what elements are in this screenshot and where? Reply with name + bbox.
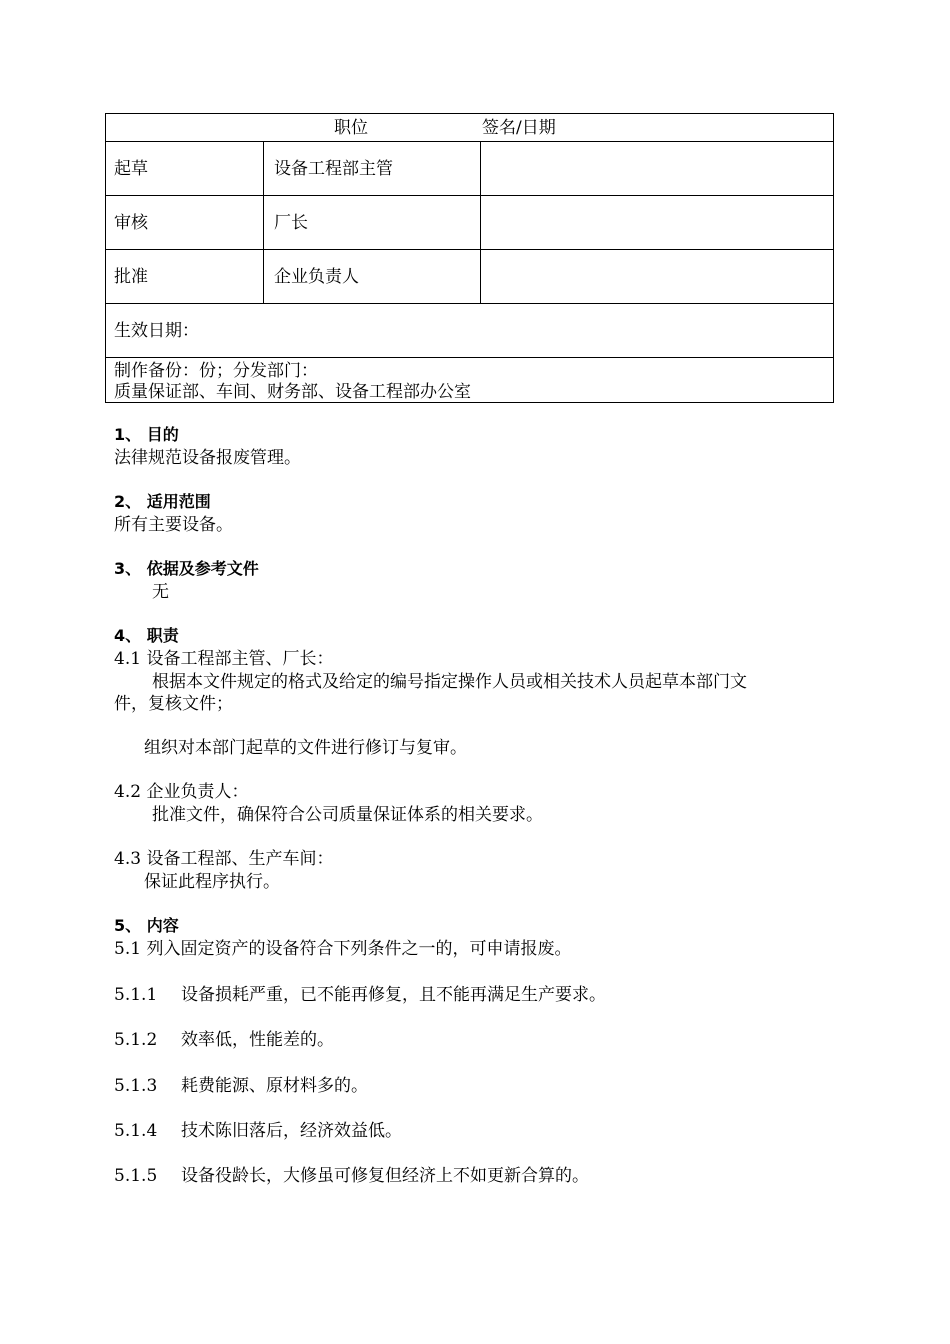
- table-rule: [106, 195, 833, 196]
- paragraph-line: 件，复核文件；: [114, 694, 233, 714]
- section-heading-references: 3、 依据及参考文件: [114, 559, 259, 578]
- list-item-number: 5.1.5: [114, 1166, 158, 1186]
- section-heading-purpose: 1、 目的: [114, 425, 179, 444]
- list-item-number: 5.1.3: [114, 1076, 158, 1096]
- row-position-draft: 设备工程部主管: [274, 159, 393, 179]
- table-rule: [106, 303, 833, 304]
- distribution-departments: 质量保证部、车间、财务部、设备工程部办公室: [114, 382, 471, 402]
- header-signature: 签名/日期: [482, 118, 556, 138]
- section-heading-responsibilities: 4、 职责: [114, 626, 179, 645]
- header-position: 职位: [334, 118, 368, 138]
- table-rule: [263, 141, 264, 303]
- table-rule: [480, 141, 481, 303]
- effective-date-label: 生效日期：: [114, 321, 199, 341]
- list-item-text: 设备役龄长，大修虽可修复但经济上不如更新合算的。: [181, 1166, 589, 1186]
- subsection-title: 4.2 企业负责人：: [114, 782, 249, 802]
- copies-label: 制作备份：份；分发部门：: [114, 361, 318, 381]
- list-item-text: 技术陈旧落后，经济效益低。: [181, 1121, 402, 1141]
- section-heading-scope: 2、 适用范围: [114, 492, 211, 511]
- paragraph-line: 保证此程序执行。: [144, 872, 280, 892]
- list-item-text: 效率低，性能差的。: [181, 1030, 334, 1050]
- row-label-review: 审核: [114, 213, 148, 233]
- subsection-title: 4.1 设备工程部主管、厂长：: [114, 649, 334, 669]
- list-item-text: 设备损耗严重，已不能再修复，且不能再满足生产要求。: [181, 985, 606, 1005]
- row-position-approve: 企业负责人: [274, 267, 359, 287]
- subsection-title: 5.1 列入固定资产的设备符合下列条件之一的，可申请报废。: [114, 939, 572, 959]
- list-item-number: 5.1.1: [114, 985, 158, 1005]
- row-label-approve: 批准: [114, 267, 148, 287]
- subsection-title: 4.3 设备工程部、生产车间：: [114, 849, 334, 869]
- list-item-number: 5.1.2: [114, 1030, 158, 1050]
- row-position-review: 厂长: [274, 213, 308, 233]
- section-text-scope: 所有主要设备。: [114, 515, 233, 535]
- table-rule: [106, 357, 833, 358]
- section-text-purpose: 法律规范设备报废管理。: [114, 448, 301, 468]
- section-text-references: 无: [152, 582, 169, 602]
- section-heading-content: 5、 内容: [114, 916, 179, 935]
- list-item-number: 5.1.4: [114, 1121, 158, 1141]
- table-rule: [106, 141, 833, 142]
- paragraph-line: 组织对本部门起草的文件进行修订与复审。: [144, 738, 467, 758]
- row-label-draft: 起草: [114, 159, 148, 179]
- approval-table: [105, 113, 834, 403]
- paragraph-line: 批准文件，确保符合公司质量保证体系的相关要求。: [152, 805, 543, 825]
- list-item-text: 耗费能源、原材料多的。: [181, 1076, 368, 1096]
- paragraph-line: 根据本文件规定的格式及给定的编号指定操作人员或相关技术人员起草本部门文: [152, 672, 747, 692]
- table-rule: [106, 249, 833, 250]
